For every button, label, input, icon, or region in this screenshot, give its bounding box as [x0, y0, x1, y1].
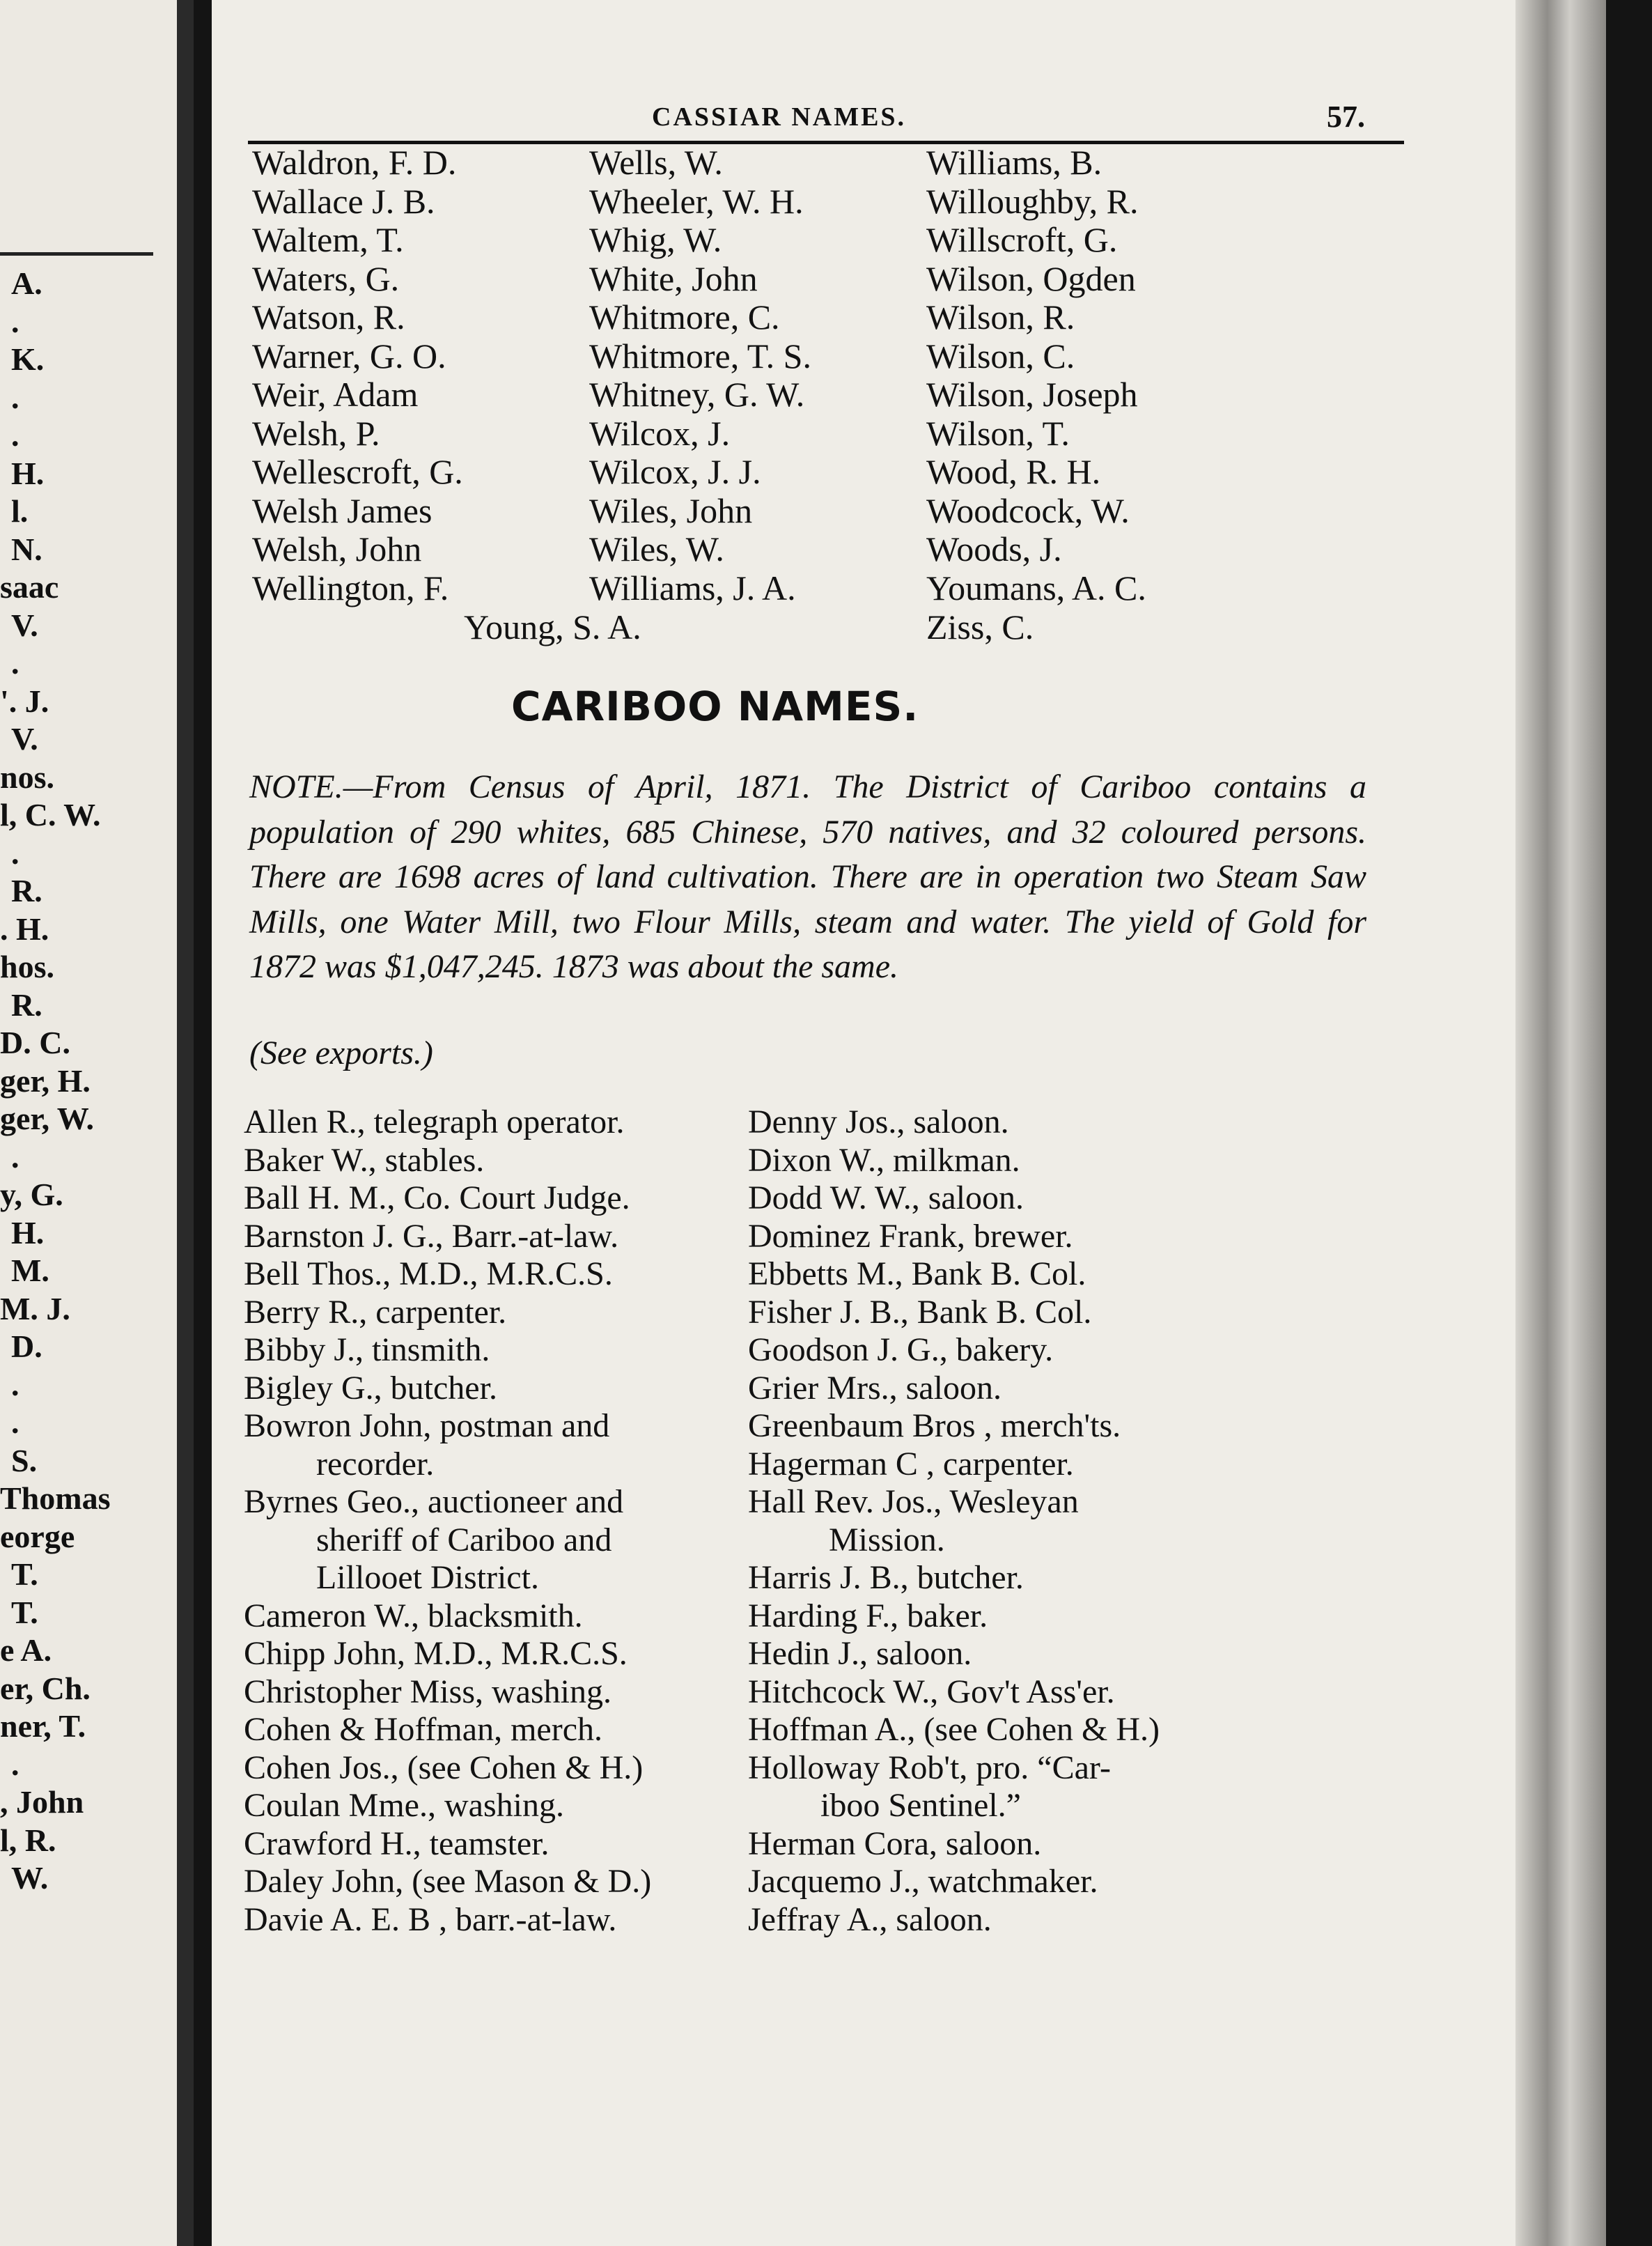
list-item: Whig, W. — [589, 220, 722, 259]
list-item-continuation: iboo Sentinel.” — [820, 1787, 1021, 1824]
facing-page-rule — [0, 252, 153, 256]
list-item: Wilson, Ogden — [926, 258, 1136, 298]
cariboo-entries-left — [244, 1103, 651, 1939]
list-item: Wood, R. H. — [926, 452, 1101, 491]
list-item: Hall Rev. Jos., Wesleyan — [748, 1483, 1079, 1520]
list-item: Greenbaum Bros , merch'ts. — [748, 1407, 1121, 1444]
facing-page-fragment-line: D. C. — [0, 1025, 70, 1060]
facing-page-fragment-line: er, Ch. — [0, 1670, 91, 1706]
facing-page-fragment-line: ger, H. — [0, 1062, 91, 1099]
list-item: Hagerman C , carpenter. — [748, 1445, 1074, 1482]
list-item: Bowron John, postman and — [244, 1407, 610, 1444]
facing-page-fragment-line: . — [11, 417, 20, 453]
scan-border — [1606, 0, 1652, 2246]
list-item: Wallace J. B. — [252, 181, 435, 221]
list-item: Willscroft, G. — [926, 220, 1118, 259]
facing-page-fragment-line: R. — [11, 873, 42, 908]
facing-page-fragment-line: ner, T. — [0, 1708, 86, 1744]
list-item: Wiles, John — [589, 490, 753, 530]
facing-page-fragment-line: T. — [11, 1594, 38, 1630]
facing-page-fragment-line: ger, W. — [0, 1101, 95, 1136]
facing-page-fragment-line: '. J. — [0, 683, 49, 719]
facing-page-fragment-line: nos. — [0, 759, 54, 795]
list-item: Barnston J. G., Barr.-at-law. — [244, 1217, 619, 1255]
facing-page-fragment-line: M. — [11, 1253, 49, 1288]
section-heading: CARIBOO NAMES. — [511, 683, 919, 730]
facing-page-fragment-line: l, C. W. — [0, 797, 101, 832]
list-item: Herman Cora, saloon. — [748, 1825, 1042, 1862]
list-item: Waldron, F. D. — [252, 143, 457, 182]
list-item: Welsh, P. — [252, 413, 380, 453]
facing-page-fragment-line: H. — [11, 1214, 45, 1250]
list-item-continuation: Lillooet District. — [316, 1559, 539, 1596]
list-item: Welsh James — [252, 490, 433, 530]
list-item: Cameron W., blacksmith. — [244, 1597, 583, 1634]
facing-page-fragment-line: . — [11, 835, 20, 871]
list-item: Coulan Mme., washing. — [244, 1787, 564, 1824]
list-item: Davie A. E. B , barr.-at-law. — [244, 1900, 617, 1938]
facing-page-fragment-line: . — [11, 303, 20, 339]
list-item: Whitney, G. W. — [589, 375, 805, 414]
facing-page-fragment-line: . — [11, 1746, 20, 1782]
list-item: Goodson J. G., bakery. — [748, 1331, 1054, 1368]
cariboo-entries-right — [748, 1103, 1160, 1939]
facing-page-fragment-line: A. — [11, 265, 42, 301]
list-item: Whitmore, C. — [589, 297, 780, 336]
facing-page-fragment-line: K. — [11, 341, 45, 377]
list-item: Williams, J. A. — [589, 568, 796, 607]
list-item: Willoughby, R. — [926, 181, 1139, 221]
facing-page-fragment — [0, 0, 194, 2246]
list-item: Welsh, John — [252, 529, 422, 568]
list-item: Baker W., stables. — [244, 1141, 485, 1179]
list-item: Harris J. B., butcher. — [748, 1559, 1024, 1596]
list-item: Waters, G. — [252, 258, 400, 298]
list-item: Wilcox, J. — [589, 413, 731, 453]
facing-page-fragment-line: V. — [11, 721, 38, 757]
cassiar-names-column-2 — [589, 144, 811, 607]
list-item: Williams, B. — [926, 143, 1102, 182]
list-item: Jeffray A., saloon. — [748, 1900, 992, 1938]
facing-page-fragment-line: l, R. — [0, 1822, 56, 1858]
list-item: Byrnes Geo., auctioneer and — [244, 1483, 624, 1520]
page-edge-stack — [1515, 0, 1606, 2246]
list-item: Wilson, T. — [926, 413, 1070, 453]
list-item: Hoffman A., (see Cohen & H.) — [748, 1711, 1160, 1748]
facing-page-fragment-line: R. — [11, 986, 42, 1023]
facing-page-fragment-line: N. — [11, 531, 42, 567]
list-item: Wilson, C. — [926, 336, 1075, 375]
facing-page-fragment-line: H. — [11, 455, 45, 491]
list-item: Dixon W., milkman. — [748, 1141, 1020, 1179]
list-item: Fisher J. B., Bank B. Col. — [748, 1293, 1092, 1331]
list-item: Crawford H., teamster. — [244, 1825, 550, 1862]
facing-page-fragment-line: M. J. — [0, 1290, 70, 1326]
list-item: Young, S. A. — [464, 607, 641, 646]
cassiar-names-column-1 — [252, 144, 463, 607]
facing-page-fragment-line: V. — [11, 607, 38, 643]
list-item: Ziss, C. — [926, 607, 1034, 646]
facing-page-fragment-line: . H. — [0, 911, 49, 947]
facing-page-fragment-line: . — [11, 645, 20, 681]
list-item: Dominez Frank, brewer. — [748, 1217, 1073, 1255]
running-header — [248, 92, 1404, 144]
facing-page-fragment-line: W. — [11, 1860, 49, 1896]
facing-page-fragment-line: e A. — [0, 1632, 52, 1668]
list-item: Weir, Adam — [252, 375, 419, 414]
list-item: White, John — [589, 258, 758, 298]
facing-page-fragment-line: . — [11, 379, 20, 415]
directory-page — [212, 0, 1535, 2246]
note-caption: (See exports.) — [249, 1035, 433, 1071]
list-item: Wheeler, W. H. — [589, 181, 804, 221]
facing-page-fragment-line: . — [11, 1366, 20, 1402]
list-item: Denny Jos., saloon. — [748, 1103, 1009, 1140]
census-note: NOTE.—From Census of April, 1871. The District of Cariboo contains a population of 290 whites, 685 Chinese, 570 natives, and 32 coloured persons. There are 1698 acres of land cultivation. There are in operation two Steam Saw Mills, one Water Mill, two Flour Mills, steam and water. The yield of Gold for 1872 was $1,047,245. 1873 was about the same. — [249, 768, 1366, 985]
list-item: Ball H. M., Co. Court Judge. — [244, 1179, 630, 1216]
facing-page-fragment-line: saac — [0, 569, 59, 605]
list-item: Wilcox, J. J. — [589, 452, 761, 491]
list-item: Bell Thos., M.D., M.R.C.S. — [244, 1255, 613, 1292]
list-item-continuation: recorder. — [316, 1445, 435, 1482]
facing-page-fragment-line: . — [11, 1138, 20, 1175]
list-item: Grier Mrs., saloon. — [748, 1369, 1002, 1407]
facing-page-fragment-line: hos. — [0, 949, 54, 984]
list-item: Wellington, F. — [252, 568, 449, 607]
facing-page-fragment-line: y, G. — [0, 1177, 63, 1212]
list-item-continuation: Mission. — [829, 1521, 945, 1558]
facing-page-fragment-line: eorge — [0, 1518, 75, 1554]
list-item: Dodd W. W., saloon. — [748, 1179, 1024, 1216]
list-item: Woodcock, W. — [926, 490, 1130, 530]
list-item: Hitchcock W., Gov't Ass'er. — [748, 1673, 1115, 1710]
page-number: 57. — [1327, 100, 1365, 134]
list-item: Cohen & Hoffman, merch. — [244, 1711, 602, 1748]
list-item: Harding F., baker. — [748, 1597, 988, 1634]
list-item: Waltem, T. — [252, 220, 404, 259]
list-item: Wells, W. — [589, 143, 723, 182]
list-item: Holloway Rob't, pro. “Car- — [748, 1749, 1111, 1786]
list-item: Wellescroft, G. — [252, 452, 463, 491]
facing-page-fragment-line: D. — [11, 1329, 42, 1364]
list-item: Wilson, Joseph — [926, 375, 1138, 414]
list-item: Berry R., carpenter. — [244, 1293, 507, 1331]
list-item: Woods, J. — [926, 529, 1062, 568]
list-item: Cohen Jos., (see Cohen & H.) — [244, 1749, 644, 1786]
list-item: Watson, R. — [252, 297, 405, 336]
list-item: Chipp John, M.D., M.R.C.S. — [244, 1635, 628, 1672]
gutter — [194, 0, 212, 2246]
list-item: Wiles, W. — [589, 529, 724, 568]
list-item: Warner, G. O. — [252, 336, 446, 375]
list-item: Hedin J., saloon. — [748, 1635, 972, 1672]
list-item: Wilson, R. — [926, 297, 1075, 336]
facing-page-fragment-line: Thomas — [0, 1480, 111, 1516]
list-item-continuation: sheriff of Cariboo and — [316, 1521, 612, 1558]
facing-page-fragment-line: S. — [11, 1442, 38, 1478]
facing-page-fragment-line: , John — [0, 1784, 84, 1820]
list-item: Allen R., telegraph operator. — [244, 1103, 625, 1140]
list-item: Bibby J., tinsmith. — [244, 1331, 490, 1368]
running-title: CASSIAR NAMES. — [652, 102, 907, 132]
list-item: Youmans, A. C. — [926, 568, 1146, 607]
facing-page-fragment-line: l. — [11, 493, 29, 529]
list-item: Christopher Miss, washing. — [244, 1673, 611, 1710]
facing-page-fragment-line: T. — [11, 1556, 38, 1592]
cassiar-names-column-3 — [926, 144, 1146, 607]
binding-shadow — [177, 0, 194, 2246]
list-item: Daley John, (see Mason & D.) — [244, 1863, 652, 1900]
list-item: Whitmore, T. S. — [589, 336, 811, 375]
facing-page-fragment-line: . — [11, 1404, 20, 1440]
list-item: Jacquemo J., watchmaker. — [748, 1863, 1098, 1900]
list-item: Bigley G., butcher. — [244, 1369, 497, 1407]
list-item: Ebbetts M., Bank B. Col. — [748, 1255, 1086, 1292]
